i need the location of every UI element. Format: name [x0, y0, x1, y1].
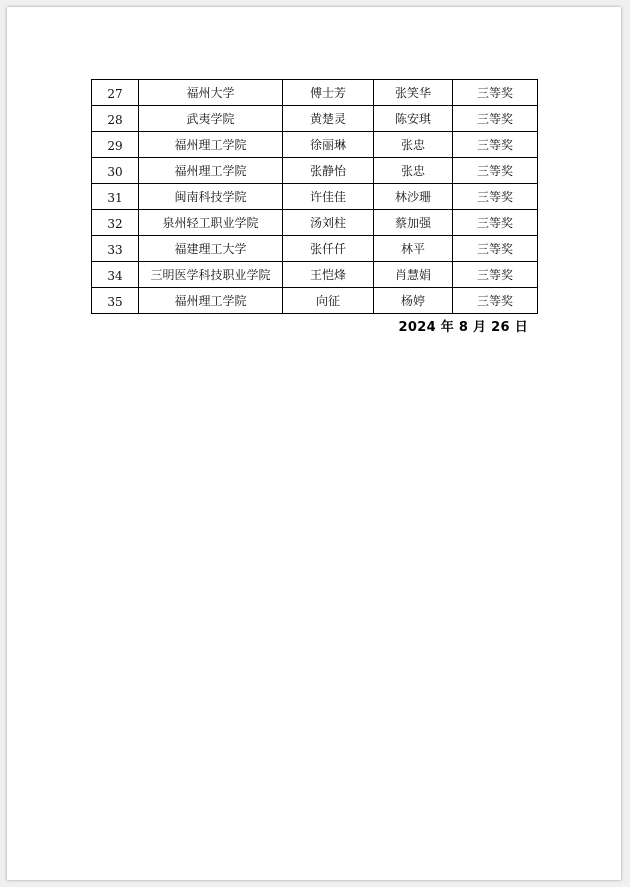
student-name: 黄楚灵 [283, 106, 374, 132]
table-row [92, 236, 538, 262]
award-level: 三等奖 [453, 236, 538, 262]
table-row [92, 132, 538, 158]
student-name: 傅士芳 [283, 80, 374, 106]
document-date: 2024 年 8 月 26 日 [398, 320, 528, 335]
awards-table [91, 79, 538, 314]
school-name: 武夷学院 [139, 106, 283, 132]
award-level: 三等奖 [453, 288, 538, 314]
student-name: 汤刘柱 [283, 210, 374, 236]
award-level: 三等奖 [453, 262, 538, 288]
student-name: 向征 [283, 288, 374, 314]
row-number: 35 [92, 288, 139, 314]
student-name: 许佳佳 [283, 184, 374, 210]
award-level: 三等奖 [453, 210, 538, 236]
row-number: 28 [92, 106, 139, 132]
school-name: 福州理工学院 [139, 288, 283, 314]
school-name: 闽南科技学院 [139, 184, 283, 210]
document-page [7, 7, 621, 880]
table-row [92, 288, 538, 314]
teacher-name: 陈安琪 [374, 106, 453, 132]
table-row [92, 210, 538, 236]
table-row [92, 262, 538, 288]
row-number: 30 [92, 158, 139, 184]
award-level: 三等奖 [453, 132, 538, 158]
row-number: 34 [92, 262, 139, 288]
table-row [92, 158, 538, 184]
school-name: 泉州轻工职业学院 [139, 210, 283, 236]
table-row [92, 184, 538, 210]
award-level: 三等奖 [453, 184, 538, 210]
teacher-name: 蔡加强 [374, 210, 453, 236]
row-number: 27 [92, 80, 139, 106]
teacher-name: 杨婷 [374, 288, 453, 314]
table-row [92, 80, 538, 106]
school-name: 三明医学科技职业学院 [139, 262, 283, 288]
row-number: 31 [92, 184, 139, 210]
student-name: 徐丽琳 [283, 132, 374, 158]
award-level: 三等奖 [453, 106, 538, 132]
teacher-name: 林平 [374, 236, 453, 262]
row-number: 33 [92, 236, 139, 262]
school-name: 福州理工学院 [139, 158, 283, 184]
table-row [92, 106, 538, 132]
teacher-name: 张笑华 [374, 80, 453, 106]
student-name: 王恺烽 [283, 262, 374, 288]
student-name: 张静怡 [283, 158, 374, 184]
school-name: 福州理工学院 [139, 132, 283, 158]
award-level: 三等奖 [453, 80, 538, 106]
school-name: 福州大学 [139, 80, 283, 106]
award-level: 三等奖 [453, 158, 538, 184]
student-name: 张仟仟 [283, 236, 374, 262]
row-number: 29 [92, 132, 139, 158]
row-number: 32 [92, 210, 139, 236]
school-name: 福建理工大学 [139, 236, 283, 262]
teacher-name: 张忠 [374, 132, 453, 158]
teacher-name: 林沙珊 [374, 184, 453, 210]
teacher-name: 肖慧娟 [374, 262, 453, 288]
teacher-name: 张忠 [374, 158, 453, 184]
